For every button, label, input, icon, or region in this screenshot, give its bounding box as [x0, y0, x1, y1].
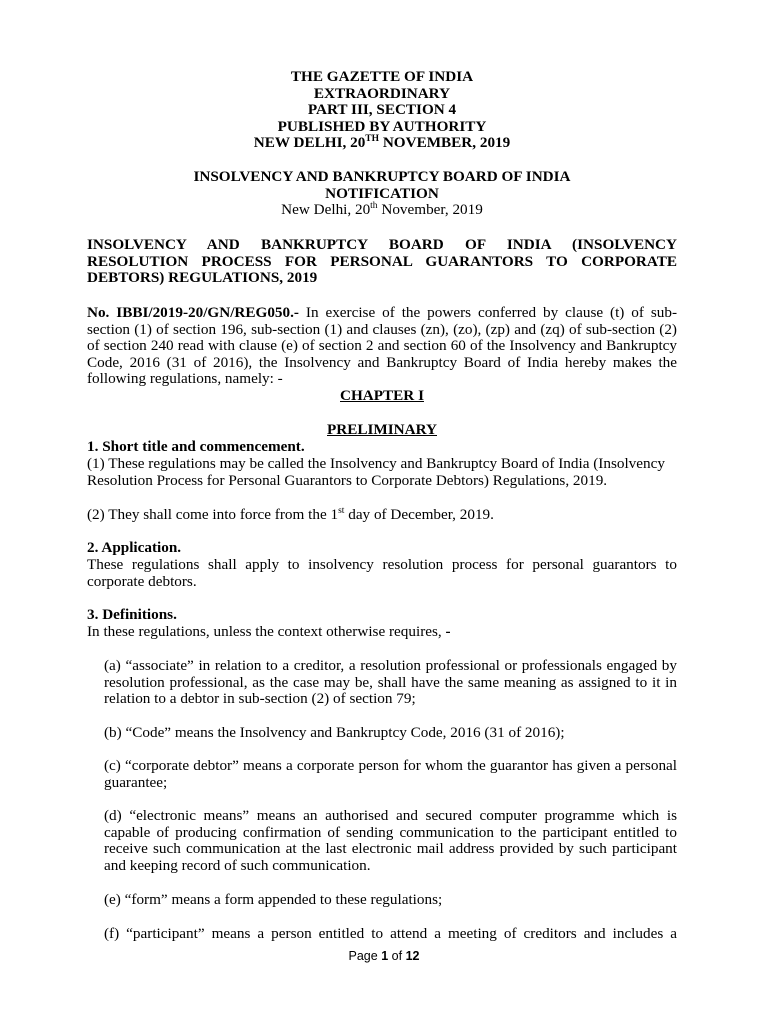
- notification-label: NOTIFICATION: [325, 184, 439, 202]
- of-label: of: [391, 949, 403, 963]
- notification-date: New Delhi, 20th November, 2019: [281, 201, 483, 219]
- preamble-paragraph: No. IBBI/2019-20/GN/REG050.- In exercise of the powers conferred by clause (t) of sub-section (1) of section 196, sub-section (1) and clauses (zn), (zo), (zp) and (zq) of sub-section (2) of section 240 read with clause (e) of section 2 and section 60 of the Insolvency and Bankruptcy Code, 2016 (31 of 2016), the Insolvency and Bankruptcy Board of India hereby makes the following regulations, namely: -: [87, 304, 677, 388]
- gazette-title: THE GAZETTE OF INDIA: [290, 68, 474, 85]
- gazette-header: [87, 69, 677, 152]
- preamble: [87, 305, 677, 388]
- section-1-heading: 1. Short title and commencement.: [87, 438, 305, 455]
- gazette-published: PUBLISHED BY AUTHORITY: [277, 117, 487, 135]
- section-3-heading: 3. Definitions.: [87, 606, 177, 623]
- definition-a: (a) “associate” in relation to a creditor, a resolution professional or professionals engaged by resolution professional, as the case may be, shall have the same meaning as assigned to it in relation to a debtor in sub-section (2) of section 79;: [104, 657, 677, 708]
- section-2-heading: 2. Application.: [87, 539, 182, 556]
- gazette-part: PART III, SECTION 4: [307, 101, 457, 119]
- section-1-para-1: (1) These regulations may be called the Insolvency and Bankruptcy Board of India (Insolvency Resolution Process for Personal Guarantors to Corporate Debtors) Regulations, 2019.: [87, 455, 665, 489]
- notification-number: No. IBBI/2019-20/GN/REG050.-: [87, 304, 299, 321]
- page-label: Page: [348, 949, 378, 963]
- title-line-3: DEBTORS) REGULATIONS, 2019: [87, 269, 318, 287]
- notification-header: [87, 169, 677, 219]
- page-number: 1: [381, 949, 389, 963]
- definition-d: (d) “electronic means” means an authorised and secured computer programme which is capable of producing confirmation of sending communication to the participant entitled to receive such communication at the last electronic mail address provided by such participant and keeping record of such communication.: [104, 807, 677, 874]
- page-footer: [0, 948, 768, 965]
- definition-e: (e) “form” means a form appended to these regulations;: [104, 891, 443, 908]
- definition-c: (c) “corporate debtor” means a corporate person for whom the guarantor has given a personal guarantee;: [104, 757, 677, 791]
- definition-b: (b) “Code” means the Insolvency and Bankruptcy Code, 2016 (31 of 2016);: [104, 724, 565, 741]
- section-3-intro: In these regulations, unless the context otherwise requires, -: [87, 623, 451, 640]
- title-line-1: INSOLVENCY AND BANKRUPTCY BOARD OF INDIA (INSOLVENCY: [87, 236, 677, 253]
- page-total: 12: [405, 949, 420, 963]
- definition-f: (f) “participant” means a person entitled to attend a meeting of creditors and includes a: [104, 925, 677, 942]
- chapter-heading: CHAPTER I: [340, 387, 424, 404]
- gazette-date: NEW DELHI, 20TH NOVEMBER, 2019: [253, 134, 511, 152]
- regulation-title: [87, 237, 677, 287]
- title-line-2: RESOLUTION PROCESS FOR PERSONAL GUARANTORS TO CORPORATE: [87, 252, 677, 270]
- section-2-text: These regulations shall apply to insolvency resolution process for personal guarantors to corporate debtors.: [87, 556, 677, 590]
- section-1-para-2: (2) They shall come into force from the 1st day of December, 2019.: [87, 505, 494, 523]
- chapter-title: PRELIMINARY: [327, 421, 437, 438]
- gazette-extraordinary: EXTRAORDINARY: [313, 84, 451, 102]
- board-name: INSOLVENCY AND BANKRUPTCY BOARD OF INDIA: [193, 168, 571, 185]
